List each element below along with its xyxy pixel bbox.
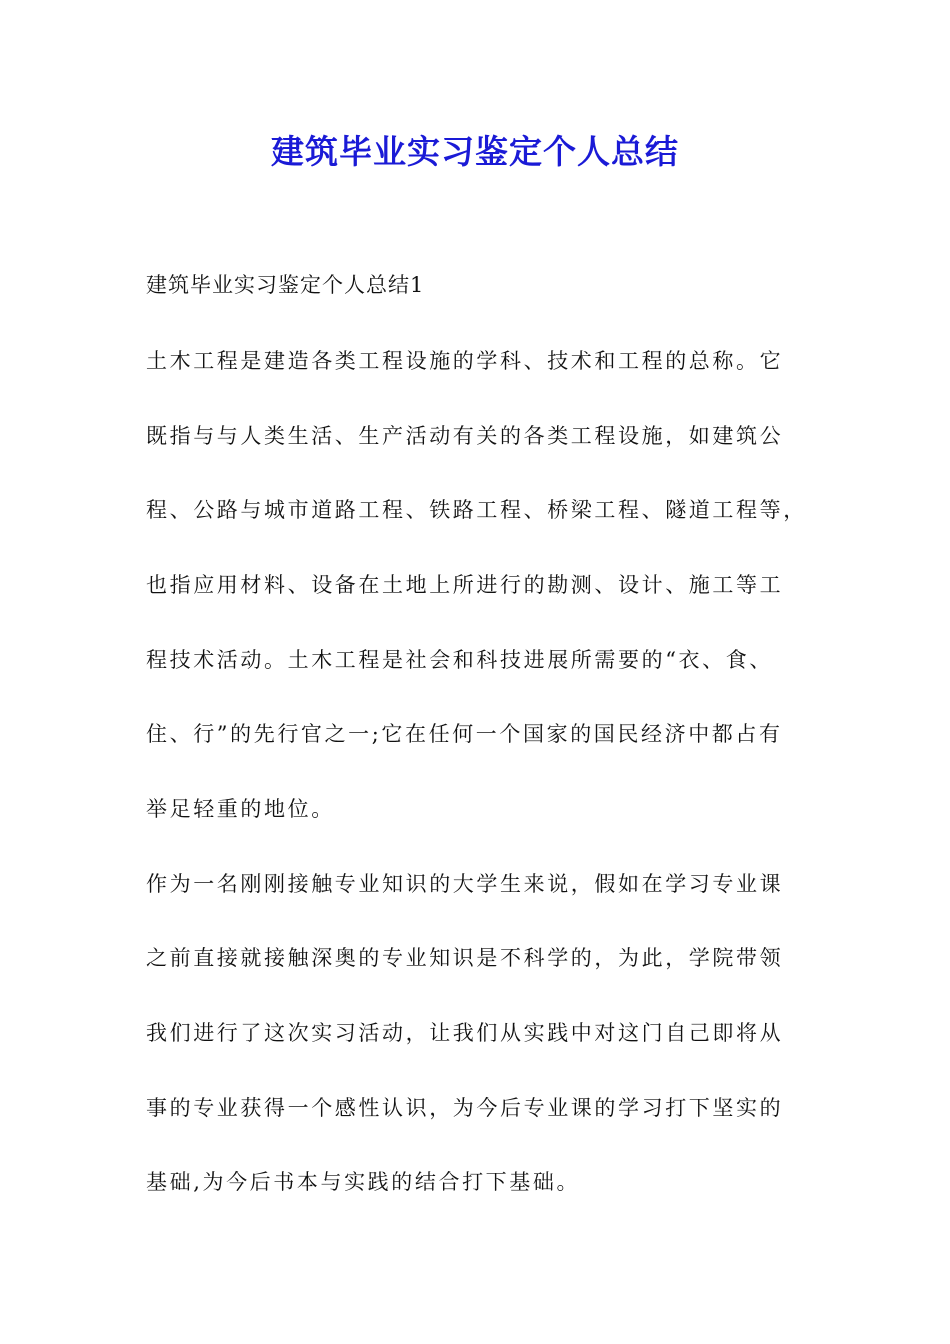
- section-heading: 建筑毕业实习鉴定个人总结1: [146, 273, 425, 297]
- paragraph-line: 基础,为今后书本与实践的结合打下基础。: [146, 1170, 581, 1194]
- paragraph-line: 既指与与人类生活、生产活动有关的各类工程设施，如建筑公: [146, 424, 784, 448]
- paragraph-line: 也指应用材料、设备在土地上所进行的勘测、设计、施工等工: [146, 573, 784, 597]
- paragraph-line: 我们进行了这次实习活动，让我们从实践中对这门自己即将从: [146, 1021, 784, 1045]
- paragraph-line: 程、公路与城市道路工程、铁路工程、桥梁工程、隧道工程等，: [146, 498, 807, 522]
- paragraph-line: 举足轻重的地位。: [146, 797, 335, 821]
- paragraph-line: 土木工程是建造各类工程设施的学科、技术和工程的总称。它: [146, 349, 784, 373]
- paragraph-line: 之前直接就接触深奥的专业知识是不科学的，为此，学院带领: [146, 946, 784, 970]
- paragraph-line: 程技术活动。土木工程是社会和科技进展所需要的“衣、食、: [146, 648, 773, 672]
- paragraph-line: 作为一名刚刚接触专业知识的大学生来说，假如在学习专业课: [146, 872, 784, 896]
- document-title: 建筑毕业实习鉴定个人总结: [271, 132, 679, 171]
- paragraph-line: 事的专业获得一个感性认识，为今后专业课的学习打下坚实的: [146, 1096, 784, 1120]
- paragraph-line: 住、行”的先行官之一;它在任何一个国家的国民经济中都占有: [146, 722, 783, 746]
